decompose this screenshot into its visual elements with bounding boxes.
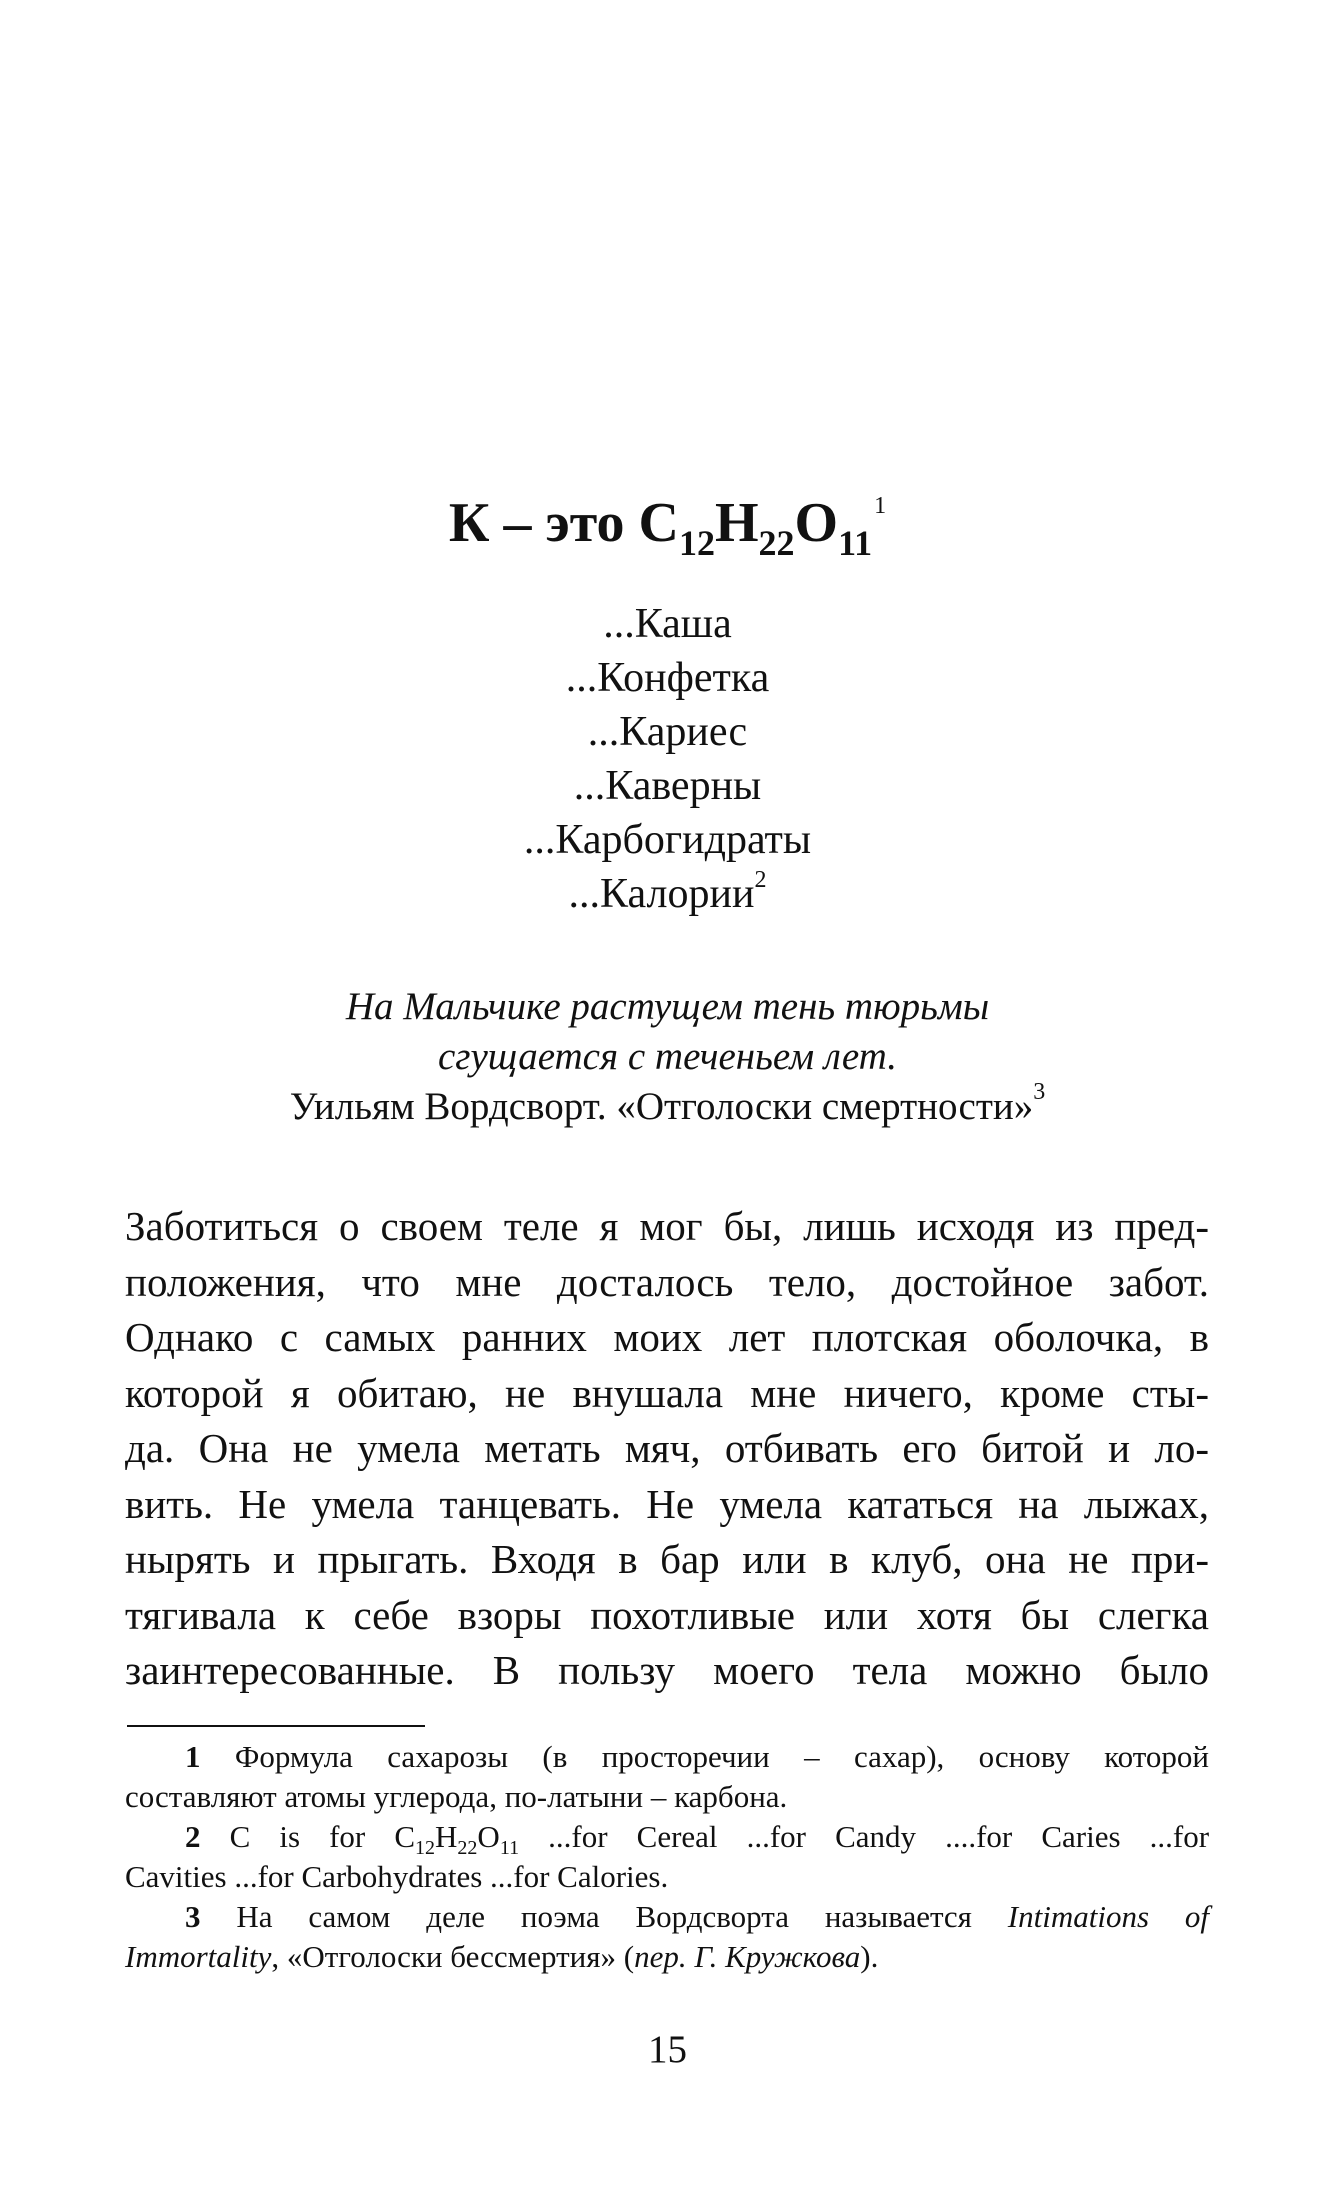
epigraph-line: сгущается с теченьем лет.: [437, 1035, 898, 1078]
body-line: вить. Не умела танцевать. Не умела кататься на лыжах,: [125, 1480, 1209, 1527]
footnote-subscript: 22: [457, 1837, 478, 1859]
footnote-number: 3: [185, 1899, 201, 1934]
footnote-italic-text: Intimations of: [1007, 1899, 1210, 1934]
footnote-text: H: [435, 1819, 458, 1854]
list-item: ...Карбогидраты: [523, 817, 812, 863]
body-line: тягивала к себе взоры похотливые или хотя бы слегка: [125, 1591, 1209, 1638]
body-line: да. Она не умела метать мяч, отбивать его битой и ло-: [125, 1425, 1209, 1471]
footnote-reference: 1: [874, 493, 887, 519]
list-item-text: ...Калории: [568, 871, 755, 917]
body-line: Однако с самых ранних моих лет плотская оболочка, в: [125, 1314, 1209, 1360]
list-item: [0, 867, 1335, 921]
body-line: заинтересованные. В пользу моего тела можно было: [125, 1647, 1209, 1693]
body-line: которой я обитаю, не внушала мне ничего, кроме сты-: [125, 1369, 1209, 1416]
footnote-text: На самом деле поэма Вордсворта называется: [236, 1899, 1008, 1934]
list-item: ...Кариес: [587, 709, 748, 755]
epigraph: [0, 982, 1335, 1132]
body-paragraph: [125, 1199, 1209, 1699]
epigraph-attribution: [0, 1079, 1335, 1132]
footnotes: [125, 1737, 1209, 1977]
list-item: ...Конфетка: [565, 655, 770, 701]
footnote-number: 1: [185, 1739, 201, 1774]
word-list: [0, 597, 1335, 921]
footnote-subscript: 12: [415, 1837, 436, 1859]
footnote-3-line: [125, 1897, 1209, 1937]
footnote-text: ...for Cereal ...for Candy ....for Caries ...for: [519, 1819, 1210, 1854]
list-item: ...Каверны: [573, 763, 762, 809]
title-subscript: 11: [838, 523, 873, 563]
footnote-subscript: 11: [499, 1837, 520, 1859]
footnote-text: O: [477, 1819, 500, 1854]
title-subscript: 22: [758, 523, 795, 563]
footnote-number: 2: [185, 1819, 201, 1854]
footnote-text: Формула сахарозы (в просторечии – сахар), основу которой: [234, 1739, 1209, 1774]
footnote-italic-text: Immortality: [125, 1939, 272, 1974]
footnote-text: , «Отголоски бессмертия» (: [271, 1939, 635, 1974]
epigraph-line: На Мальчике растущем тень тюрьмы: [345, 985, 990, 1028]
footnote-2-line: [125, 1817, 1209, 1857]
footnote-reference: 2: [754, 867, 767, 893]
body-line: нырять и прыгать. Входя в бар или в клуб, она не при-: [125, 1536, 1209, 1582]
chapter-title: [0, 488, 1335, 563]
footnote-1-line: составляют атомы углерода, по-латыни – карбона.: [125, 1779, 788, 1814]
list-item: ...Каша: [603, 601, 732, 647]
title-text: H: [714, 492, 759, 554]
footnote-text: ).: [860, 1939, 879, 1974]
body-line: положения, что мне досталось тело, достойное забот.: [125, 1258, 1209, 1305]
footnote-reference: 3: [1033, 1079, 1046, 1105]
attribution-text: Уильям Вордсворт. «Отголоски смертности»: [289, 1085, 1034, 1128]
body-line: Заботиться о своем теле я мог бы, лишь исходя из пред-: [125, 1203, 1209, 1249]
footnote-divider: [127, 1725, 425, 1727]
title-text: O: [794, 492, 839, 554]
footnote-3-line: [125, 1937, 1209, 1977]
footnote-italic-text: пер. Г. Кружкова: [634, 1939, 861, 1974]
footnote-1-line: [125, 1737, 1209, 1777]
footnote-2-line: Cavities ...for Carbohydrates ...for Calories.: [125, 1859, 669, 1894]
footnote-text: C is for C: [229, 1819, 416, 1854]
page-number: 15: [648, 2028, 687, 2071]
title-text: К – это C: [448, 492, 679, 554]
title-subscript: 12: [678, 523, 715, 563]
